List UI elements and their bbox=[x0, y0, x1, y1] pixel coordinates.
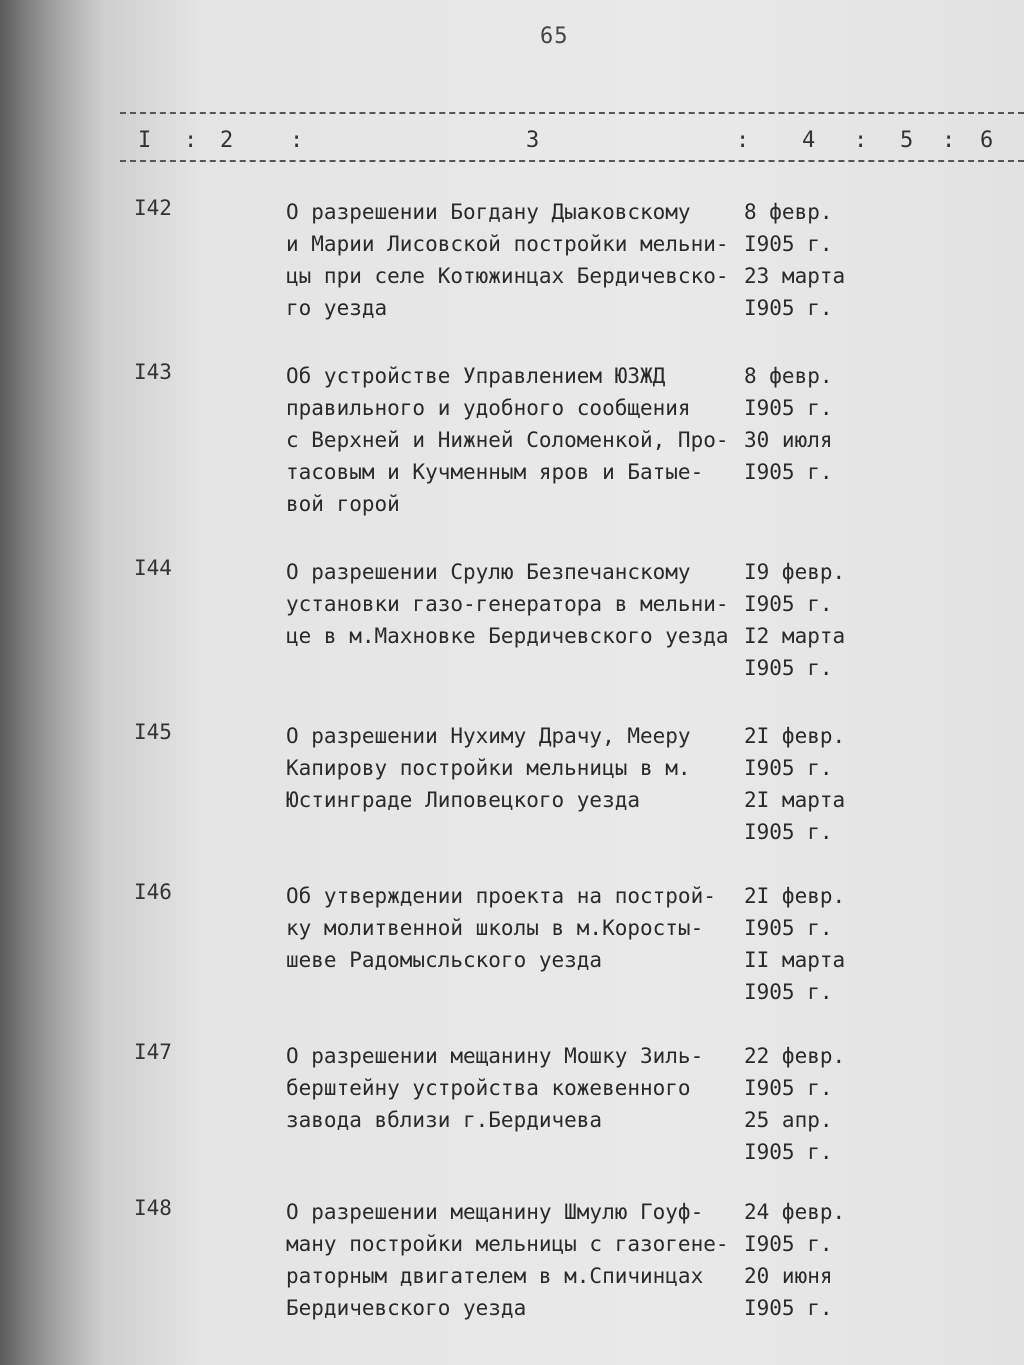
description-line: О разрешении мещанину Шмулю Гоуф- bbox=[286, 1200, 704, 1224]
entry-description bbox=[286, 360, 746, 520]
entry-number: I45 bbox=[134, 720, 172, 744]
entry-dates bbox=[744, 556, 884, 684]
entry-dates bbox=[744, 1196, 884, 1324]
entry-dates bbox=[744, 720, 884, 848]
date-line: 8 февр. bbox=[744, 200, 833, 224]
description-line: установки газо-генератора в мельни- bbox=[286, 592, 729, 616]
description-line: тасовым и Кучменным яров и Батые- bbox=[286, 460, 704, 484]
column-separator: : bbox=[184, 128, 198, 153]
description-line: берштейну устройства кожевенного bbox=[286, 1076, 691, 1100]
entry-dates bbox=[744, 880, 884, 1008]
date-line: 24 февр. bbox=[744, 1200, 846, 1224]
column-separator: : bbox=[736, 128, 750, 153]
date-line: 23 марта bbox=[744, 264, 846, 288]
date-line: I905 г. bbox=[744, 396, 833, 420]
entry-number: I42 bbox=[134, 196, 172, 220]
column-header-5: 5 bbox=[900, 128, 914, 153]
description-line: О разрешении Срулю Безпечанскому bbox=[286, 560, 691, 584]
page-number: 65 bbox=[540, 24, 569, 49]
column-separator: : bbox=[942, 128, 956, 153]
date-line: I905 г. bbox=[744, 756, 833, 780]
date-line: I905 г. bbox=[744, 656, 833, 680]
entry-description bbox=[286, 720, 746, 816]
description-line: го уезда bbox=[286, 296, 388, 320]
entry-description bbox=[286, 556, 746, 652]
date-line: 2I февр. bbox=[744, 724, 846, 748]
date-line: I2 марта bbox=[744, 624, 846, 648]
entry-dates bbox=[744, 1040, 884, 1168]
date-line: 2I февр. bbox=[744, 884, 846, 908]
date-line: I905 г. bbox=[744, 1296, 833, 1320]
date-line: I905 г. bbox=[744, 820, 833, 844]
entry-description bbox=[286, 1040, 746, 1136]
document-page bbox=[108, 0, 1024, 1365]
date-line: II марта bbox=[744, 948, 846, 972]
entry-number: I44 bbox=[134, 556, 172, 580]
description-line: Бердичевского уезда bbox=[286, 1296, 527, 1320]
description-line: вой горой bbox=[286, 492, 400, 516]
date-line: 20 июня bbox=[744, 1264, 833, 1288]
column-separator: : bbox=[854, 128, 868, 153]
date-line: I905 г. bbox=[744, 460, 833, 484]
description-line: цы при селе Котюжинцах Бердичевско- bbox=[286, 264, 729, 288]
description-line: це в м.Махновке Бердичевского уезда bbox=[286, 624, 729, 648]
column-separator: : bbox=[290, 128, 304, 153]
table-header-bottom-rule bbox=[120, 160, 1024, 162]
date-line: I9 февр. bbox=[744, 560, 846, 584]
date-line: I905 г. bbox=[744, 296, 833, 320]
description-line: Об утверждении проекта на построй- bbox=[286, 884, 716, 908]
entry-number: I48 bbox=[134, 1196, 172, 1220]
column-header-2: 2 bbox=[220, 128, 234, 153]
description-line: О разрешении Богдану Дыаковскому bbox=[286, 200, 691, 224]
entry-dates bbox=[744, 196, 884, 324]
description-line: О разрешении Нухиму Драчу, Мееру bbox=[286, 724, 691, 748]
description-line: правильного и удобного сообщения bbox=[286, 396, 691, 420]
description-line: Об устройстве Управлением ЮЗЖД bbox=[286, 364, 666, 388]
description-line: Юстинграде Липовецкого уезда bbox=[286, 788, 641, 812]
description-line: шеве Радомысльского уезда bbox=[286, 948, 603, 972]
date-line: 30 июля bbox=[744, 428, 833, 452]
description-line: завода вблизи г.Бердичева bbox=[286, 1108, 603, 1132]
date-line: I905 г. bbox=[744, 232, 833, 256]
description-line: ку молитвенной школы в м.Коросты- bbox=[286, 916, 704, 940]
entry-number: I43 bbox=[134, 360, 172, 384]
description-line: Капирову постройки мельницы в м. bbox=[286, 756, 691, 780]
entry-description bbox=[286, 196, 746, 324]
description-line: раторным двигателем в м.Спичинцах bbox=[286, 1264, 704, 1288]
date-line: I905 г. bbox=[744, 916, 833, 940]
date-line: I905 г. bbox=[744, 1232, 833, 1256]
table-header-top-rule bbox=[120, 112, 1024, 114]
column-header-3: 3 bbox=[526, 128, 540, 153]
entry-number: I46 bbox=[134, 880, 172, 904]
date-line: 2I марта bbox=[744, 788, 846, 812]
binding-spine bbox=[0, 0, 118, 1365]
description-line: О разрешении мещанину Мошку Зиль- bbox=[286, 1044, 704, 1068]
date-line: I905 г. bbox=[744, 1076, 833, 1100]
column-header-4: 4 bbox=[802, 128, 816, 153]
column-header-6: 6 bbox=[980, 128, 994, 153]
date-line: I905 г. bbox=[744, 1140, 833, 1164]
date-line: 8 февр. bbox=[744, 364, 833, 388]
date-line: 25 апр. bbox=[744, 1108, 833, 1132]
description-line: с Верхней и Нижней Соломенкой, Про- bbox=[286, 428, 729, 452]
date-line: 22 февр. bbox=[744, 1044, 846, 1068]
column-header-1: I bbox=[138, 128, 152, 153]
entry-description bbox=[286, 1196, 746, 1324]
description-line: и Марии Лисовской постройки мельни- bbox=[286, 232, 729, 256]
date-line: I905 г. bbox=[744, 980, 833, 1004]
date-line: I905 г. bbox=[744, 592, 833, 616]
entry-dates bbox=[744, 360, 884, 488]
entry-number: I47 bbox=[134, 1040, 172, 1064]
description-line: ману постройки мельницы с газогене- bbox=[286, 1232, 729, 1256]
entry-description bbox=[286, 880, 746, 976]
